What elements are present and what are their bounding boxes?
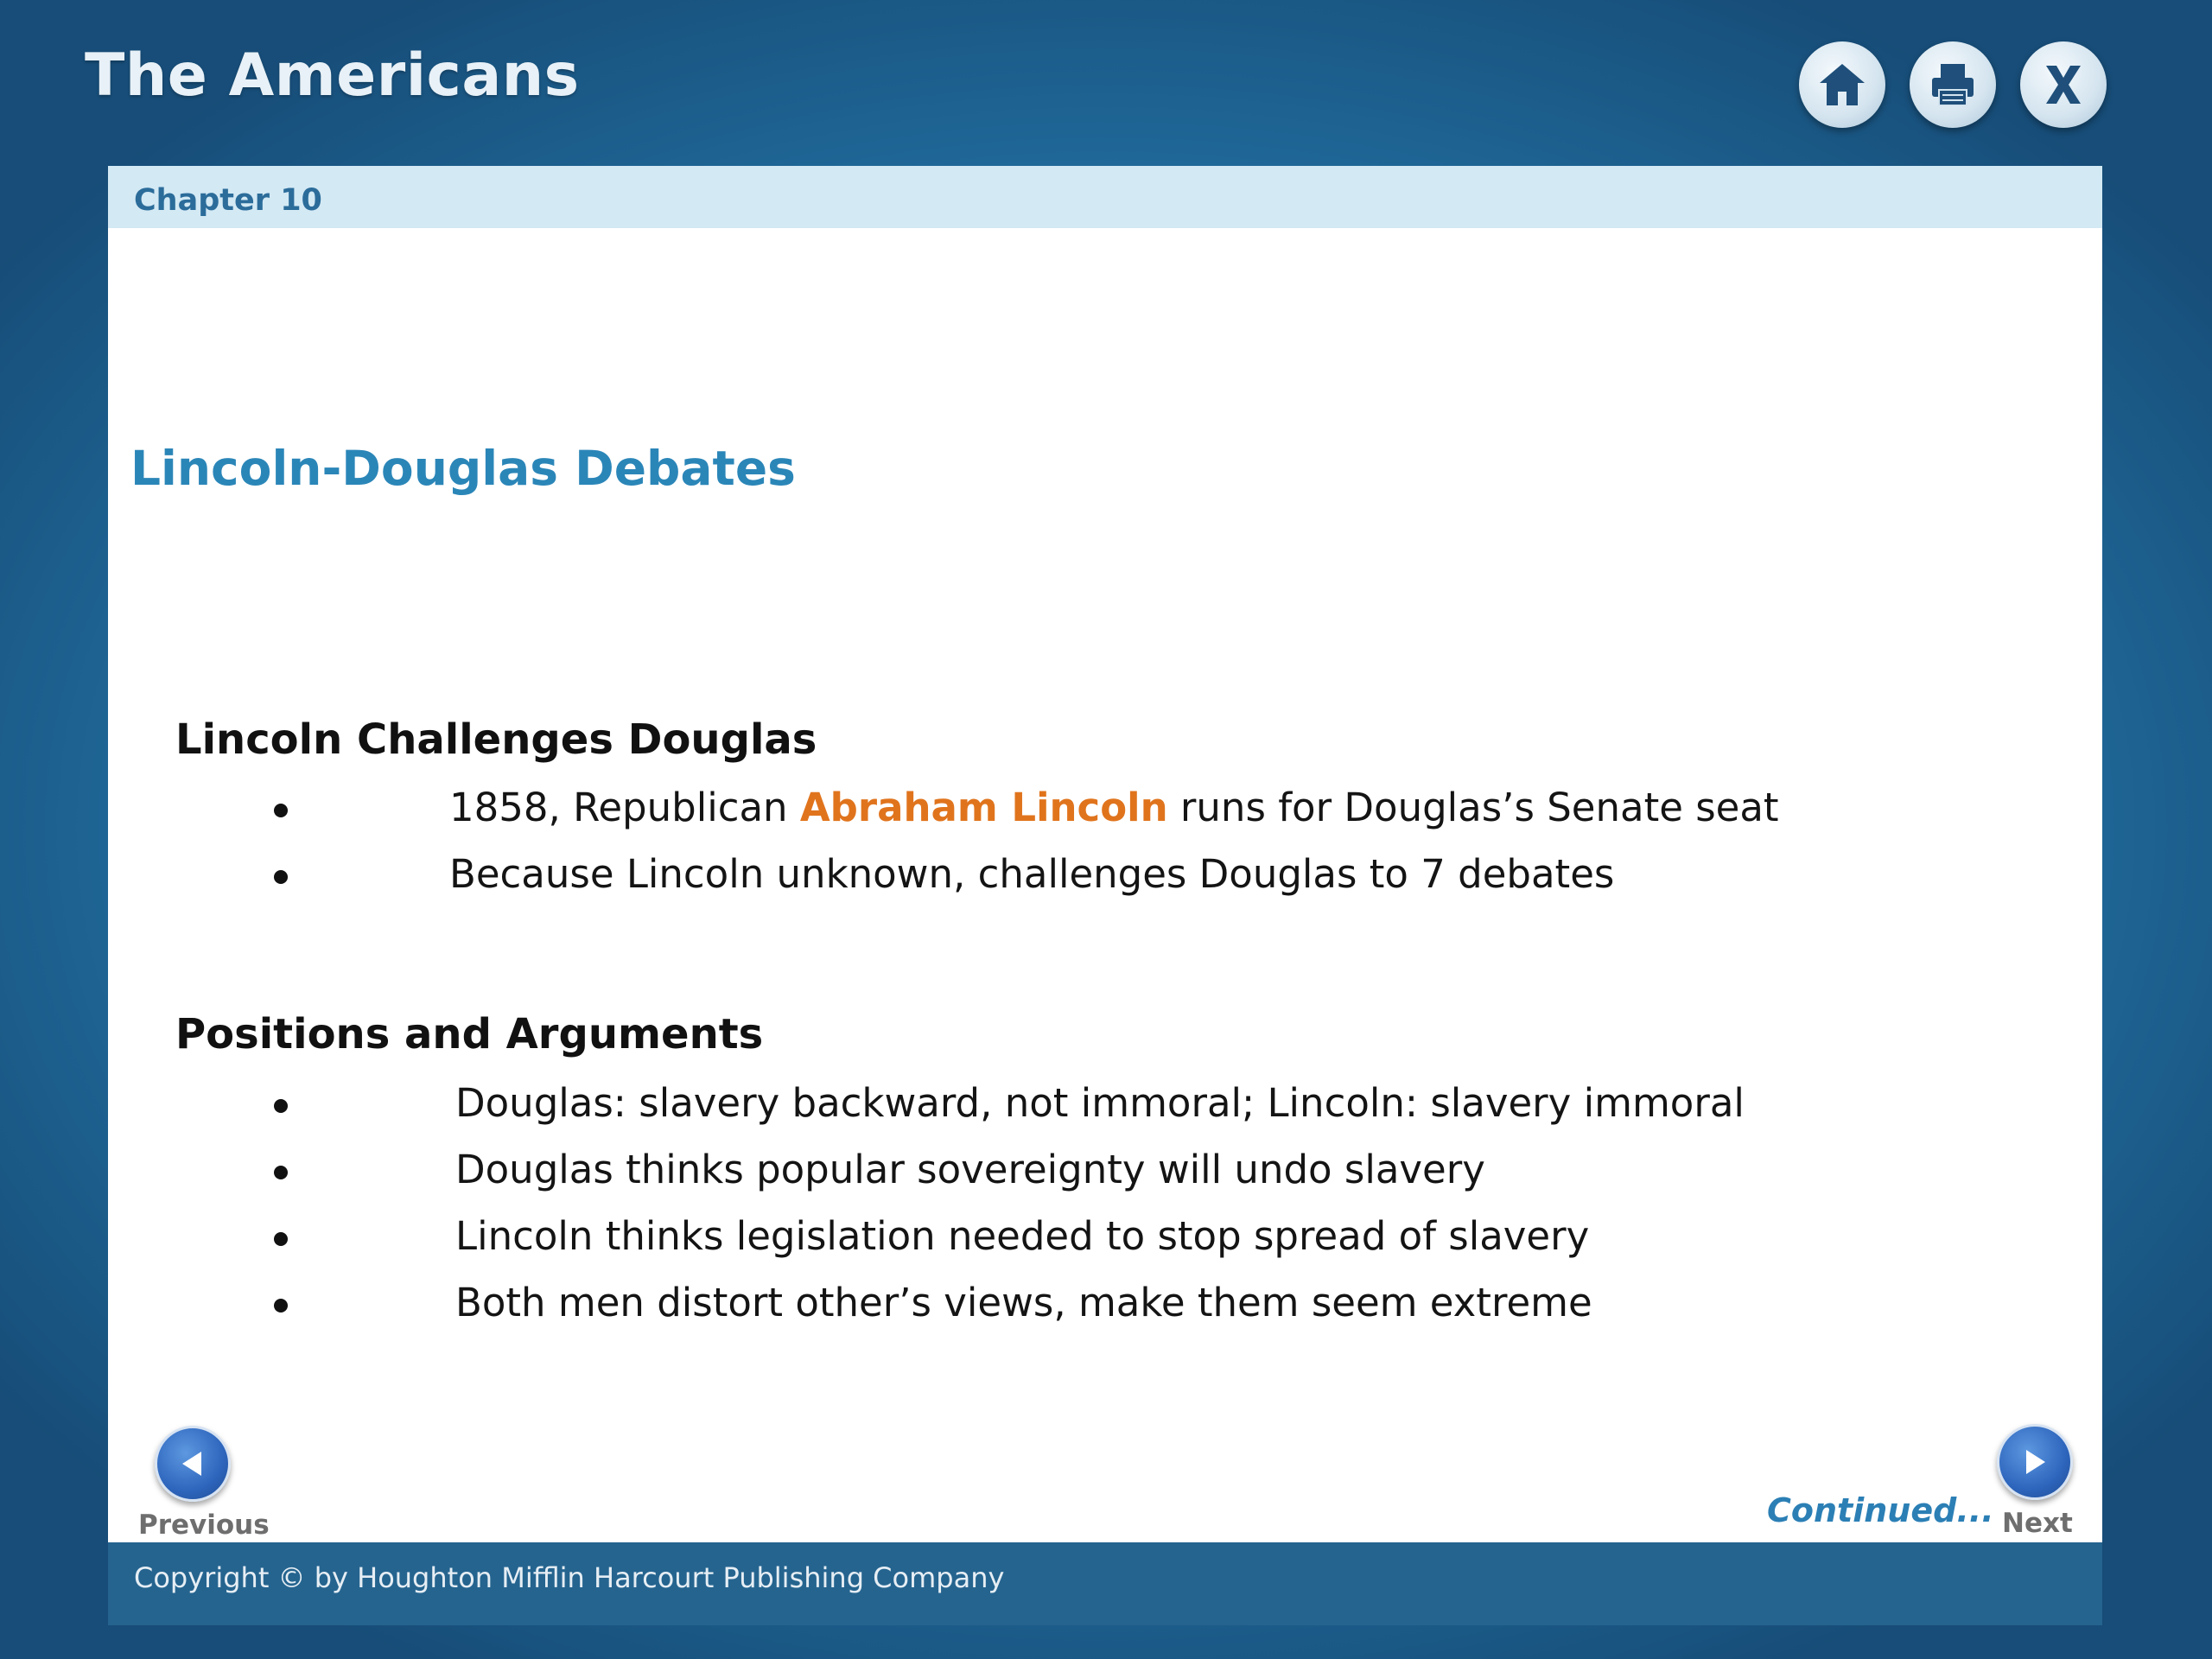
continued-label: Continued...	[1767, 1491, 1994, 1529]
bullet-icon	[274, 1299, 288, 1313]
bullet-icon	[274, 1166, 288, 1179]
list-item-text: Both men distort other’s views, make them seem extreme	[455, 1280, 1592, 1325]
highlighted-name: Abraham Lincoln	[799, 785, 1168, 830]
chapter-label: Chapter 10	[134, 183, 322, 218]
home-icon	[1815, 57, 1870, 112]
list-item-text: 1858, Republican Abraham Lincoln runs for Douglas’s Senate seat	[449, 785, 1779, 830]
bullet-icon	[274, 870, 288, 884]
list-item-text: Lincoln thinks legislation needed to stop spread of slavery	[455, 1213, 1590, 1259]
close-icon	[2036, 57, 2091, 112]
bullet-icon	[274, 1232, 288, 1246]
section-heading-lincoln-challenges: Lincoln Challenges Douglas	[175, 715, 817, 764]
close-button[interactable]	[2020, 41, 2107, 128]
arrow-left-icon	[175, 1446, 210, 1481]
footer-bar	[108, 1542, 2102, 1625]
app-title: The Americans	[85, 41, 580, 110]
previous-label[interactable]: Previous	[138, 1510, 270, 1541]
list-item-text: Douglas thinks popular sovereignty will undo slavery	[455, 1147, 1485, 1192]
section-heading-positions: Positions and Arguments	[175, 1010, 764, 1058]
list-item-text: Douglas: slavery backward, not immoral; Lincoln: slavery immoral	[455, 1080, 1745, 1126]
slide-title: Lincoln-Douglas Debates	[130, 441, 796, 496]
printer-icon	[1925, 57, 1980, 112]
previous-button[interactable]	[155, 1426, 231, 1502]
bullet-icon	[274, 1099, 288, 1113]
arrow-right-icon	[2018, 1445, 2052, 1479]
next-button[interactable]	[1997, 1424, 2073, 1500]
next-label[interactable]: Next	[2002, 1508, 2073, 1539]
home-button[interactable]	[1799, 41, 1885, 128]
chapter-bar	[108, 166, 2102, 228]
list-item-text: Because Lincoln unknown, challenges Douglas to 7 debates	[449, 851, 1615, 897]
bullet-icon	[274, 804, 288, 817]
print-button[interactable]	[1910, 41, 1996, 128]
slide-panel	[108, 166, 2102, 1542]
copyright-text: Copyright © by Houghton Mifflin Harcourt Publishing Company	[134, 1561, 1005, 1594]
